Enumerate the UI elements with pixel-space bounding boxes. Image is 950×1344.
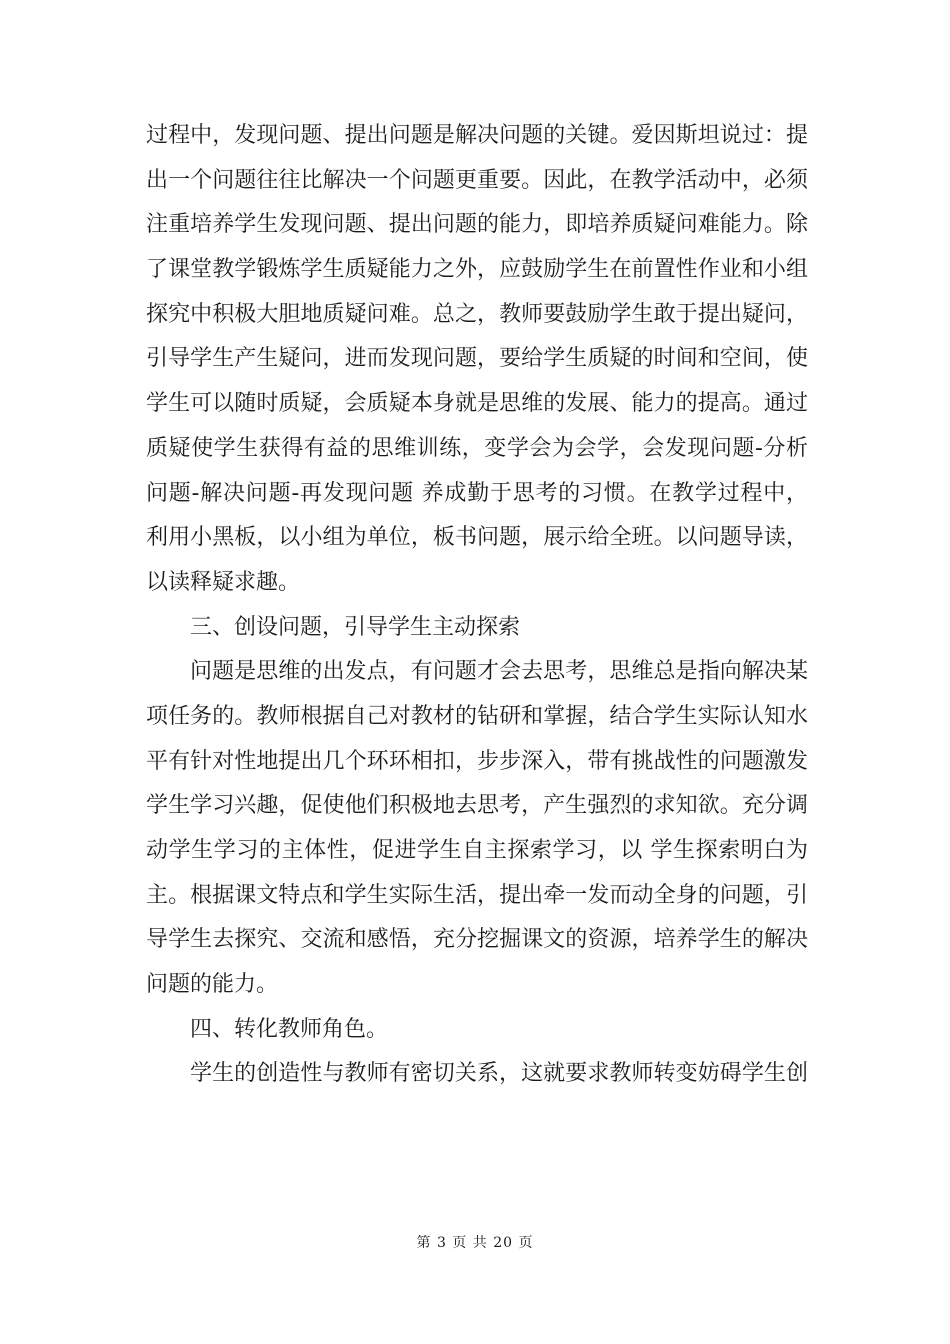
- section-heading: 四、转化教师角色。: [190, 1016, 389, 1042]
- paragraph-line: 平有针对性地提出几个环环相扣，步步深入，带有挑战性的问题激发: [146, 748, 808, 774]
- paragraph-line: 探究中积极大胆地质疑问难。总之，教师要鼓励学生敢于提出疑问，: [146, 301, 808, 327]
- paragraph-line: 了课堂教学锻炼学生质疑能力之外，应鼓励学生在前置性作业和小组: [146, 257, 808, 283]
- paragraph-line: 导学生去探究、交流和感悟，充分挖掘课文的资源，培养学生的解决: [146, 927, 808, 953]
- paragraph-line: 注重培养学生发现问题、提出问题的能力，即培养质疑问难能力。除: [146, 212, 808, 238]
- paragraph-line: 问题-解决问题-再发现问题 养成勤于思考的习惯。在教学过程中，: [146, 480, 808, 506]
- paragraph-line: 质疑使学生获得有益的思维训练，变学会为会学，会发现问题-分析: [146, 435, 808, 461]
- paragraph-line: 学生学习兴趣，促使他们积极地去思考，产生强烈的求知欲。充分调: [146, 793, 808, 819]
- paragraph-line: 利用小黑板，以小组为单位，板书问题，展示给全班。以问题导读，: [146, 525, 808, 551]
- section-heading: 三、创设问题，引导学生主动探索: [190, 614, 521, 640]
- paragraph-line: 项任务的。教师根据自己对教材的钻研和掌握，结合学生实际认知水: [146, 703, 808, 729]
- paragraph-line: 引导学生产生疑问，进而发现问题，要给学生质疑的时间和空间，使: [146, 346, 808, 372]
- paragraph-line: 以读释疑求趣。: [146, 569, 301, 595]
- paragraph-line: 学生的创造性与教师有密切关系，这就要求教师转变妨碍学生创: [190, 1061, 808, 1087]
- paragraph-line: 出一个问题往往比解决一个问题更重要。因此，在教学活动中，必须: [146, 167, 808, 193]
- paragraph-line: 问题的能力。: [146, 972, 279, 998]
- paragraph-line: 主。根据课文特点和学生实际生活，提出牵一发而动全身的问题，引: [146, 882, 808, 908]
- paragraph-line: 学生可以随时质疑，会质疑本身就是思维的发展、能力的提高。通过: [146, 391, 808, 417]
- document-body: [146, 114, 808, 1097]
- paragraph-line: 问题是思维的出发点，有问题才会去思考，思维总是指向解决某: [190, 659, 808, 685]
- paragraph-line: 动学生学习的主体性，促进学生自主探索学习，以 学生探索明白为: [146, 838, 808, 863]
- page-footer: 第 3 页 共 20 页: [416, 1235, 534, 1251]
- paragraph-line: 过程中，发现问题、提出问题是解决问题的关键。爱因斯坦说过：提: [146, 123, 808, 148]
